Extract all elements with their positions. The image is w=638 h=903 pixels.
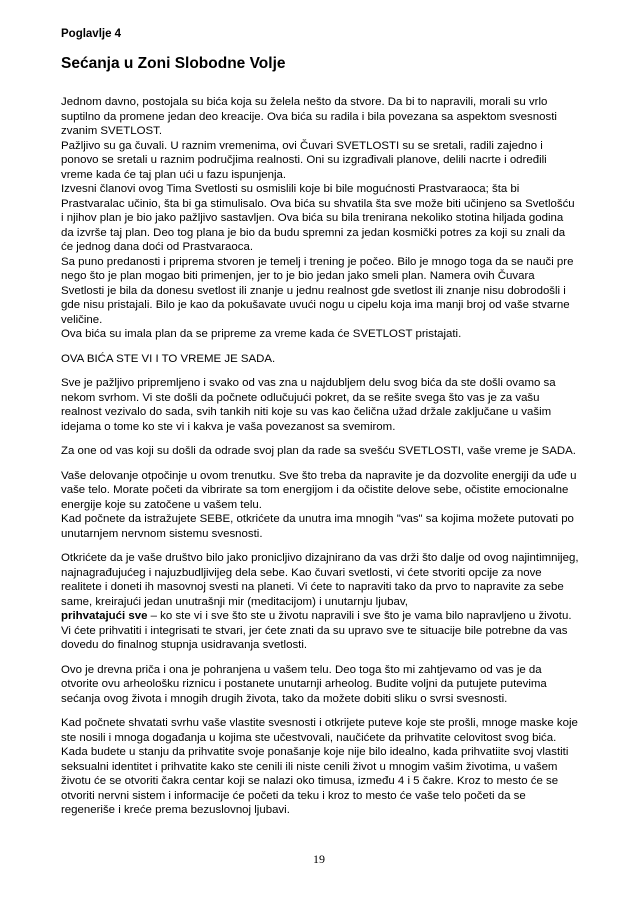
paragraph: Kad počnete da istražujete SEBE, otkrićete da unutra ima mnogih "vas" sa kojima možete putovati po unutarnjem nervnom sistemu svesnosti. bbox=[61, 513, 574, 540]
document-page bbox=[61, 28, 579, 828]
chapter-label: Poglavlje 4 bbox=[61, 28, 122, 40]
paragraph: Ova bića su imala plan da se pripreme za vreme kada će SVETLOST pristajati. bbox=[61, 328, 462, 340]
paragraph: OVA BIĆA STE VI I TO VREME JE SADA. bbox=[61, 352, 276, 365]
paragraph: Izvesni članovi ovog Tima Svetlosti su osmislili koje bi bile mogućnosti Prastvaraoca; šta bi Prastvaralac učinio, šta bi ga stimulisalo. Ova bića su shvatila šta sve može biti učinjeno sa Svetlošću i njihov plan je bio jako pažljivo sastavljen. Ova bića su bila trenirana nekoliko stotina hiljada godina da izvrše taj plan. Deo tog plana je bio da budu spremni za jedan kosmički potres za koji su znali da će jednog dana doći od Prastvaraoca. bbox=[61, 183, 575, 253]
paragraph: Ovo je drevna priča i ona je pohranjena u vašem telu. Deo toga što mi zahtjevamo od vas je da otvorite ovu arheološku riznicu i postanete unutarnji arheolog. Budite voljni da putujete putevima sećanja ovog života i mnogih drugih života, tako da možete dobiti sliku o svrsi svesnosti. bbox=[61, 663, 547, 705]
page-number: 19 bbox=[313, 852, 325, 866]
paragraph: Sve je pažljivo pripremljeno i svako od vas zna u najdubljem delu svog bića da ste došli ovamo sa nekom svrhom. Vi ste došli da počnete odlučujući pokret, da se rešite svega što vas je za vašu realnost vezivalo do sada, svih tankih niti koje su vas kao čelična užad držale zaključane u vašim idejama o tome ko ste vi i kakva je vaša povezanost sa svemirom. bbox=[61, 377, 556, 433]
paragraph: Kada budete u stanju da prihvatite svoje ponašanje koje nije bilo idealno, kada prihvatiite svoj vlastiti seksualni identitet i prihvatite kako ste cenili ili niste cenili život u mnogim vašim životima, u vašem životu će se otvoriti čakra centar koji se nalazi oko timusa, između 4 i 5 čakre. Kroz to mesto će se otvoriti nervni sistem i informacije će početi da teku i kroz to mesto će vaše telo početi da se regeneriše i kreće prema bezuslovnoj ljubavi. bbox=[61, 746, 569, 816]
paragraph: Za one od vas koji su došli da odrade svoj plan da rade sa svešću SVETLOSTI, vaše vreme je SADA. bbox=[61, 445, 576, 457]
paragraph bbox=[61, 551, 579, 653]
emphasis-text: prihvatajući sve bbox=[61, 610, 148, 622]
paragraph: Pažljivo su ga čuvali. U raznim vremenima, ovi Čuvari SVETLOSTI su se sretali, radili zajedno i ponovo se sretali u raznim područjima realnosti. Oni su izgrađivali planove, delili nacrte i određili vreme kada će taj plan ući u fazu ispunjenja. bbox=[61, 139, 547, 181]
paragraph-text: Otkrićete da je vaše društvo bilo jako proniclјivo dizajnirano da vas drži što dalje od ovog najintimnijeg, najnagrađujućeg i najuzbudljivijeg dela sebe. Kao čuvari svetlosti, vi ćete stvoriti opcije za nove realitete i doneti ih masovnoj svesti na planeti. Vi ćete to napraviti tako da prvo to napravite za sebe same, kreirajući jedan unutrašnji mir (meditacijom) i unutarnju ljubav, bbox=[61, 552, 579, 608]
paragraph-text: – ko ste vi i sve što ste u životu napravili i sve što je vama bilo napravljeno u životu. Vi ćete prihvatiti i integrisati te stvari, jer ćete znati da su upravo sve te situacije bile potrebne da vas dovedu do finalnog stupnja usidravanja svetlosti. bbox=[61, 610, 572, 651]
paragraph: Sa puno predanosti i priprema stvoren je temelj i trening je počeo. Bilo je mnogo toga da se nauči pre nego što je plan mogao biti primenjen, jer to je bio jedan jako smeli plan. Namera ovih Čuvara Svetlosti je bila da donesu svetlost ili znanje u jednu realnost gde svetlost ili znanje nisu dobrodošli i gde nisu pristajali. Bilo je kao da pokušavate uvući nogu u cipelu koja ima manji broj od vaše stvarne veličine. bbox=[61, 255, 574, 326]
paragraph: Kad počnete shvatati svrhu vaše vlastite svesnosti i otkrijete puteve koje ste prošli, mnoge maske koje ste nosili i mnoga događanja u kojima ste učestvovali, naučićete da prihvatite celovitost svog bića. bbox=[61, 717, 578, 744]
paragraph: Vaše delovanje otpočinje u ovom trenutku. Sve što treba da napravite je da dozvolite energiji da uđe u vaše telo. Morate početi da vibrirate sa tom energijom i da očistite delove sebe, očistite emocionalne energije koje su zatočene u vašem telu. bbox=[61, 469, 577, 511]
paragraph: Jednom davno, postojala su bića koja su želela nešto da stvore. Da bi to napravili, morali su vrlo suptilno da promene jedan deo kreacije. Ova bića su radila i bila povezana sa aspektom svesnosti zvanim SVETLOST. bbox=[61, 96, 557, 137]
chapter-title: Sećanja u Zoni Slobodne Volje bbox=[61, 55, 286, 72]
